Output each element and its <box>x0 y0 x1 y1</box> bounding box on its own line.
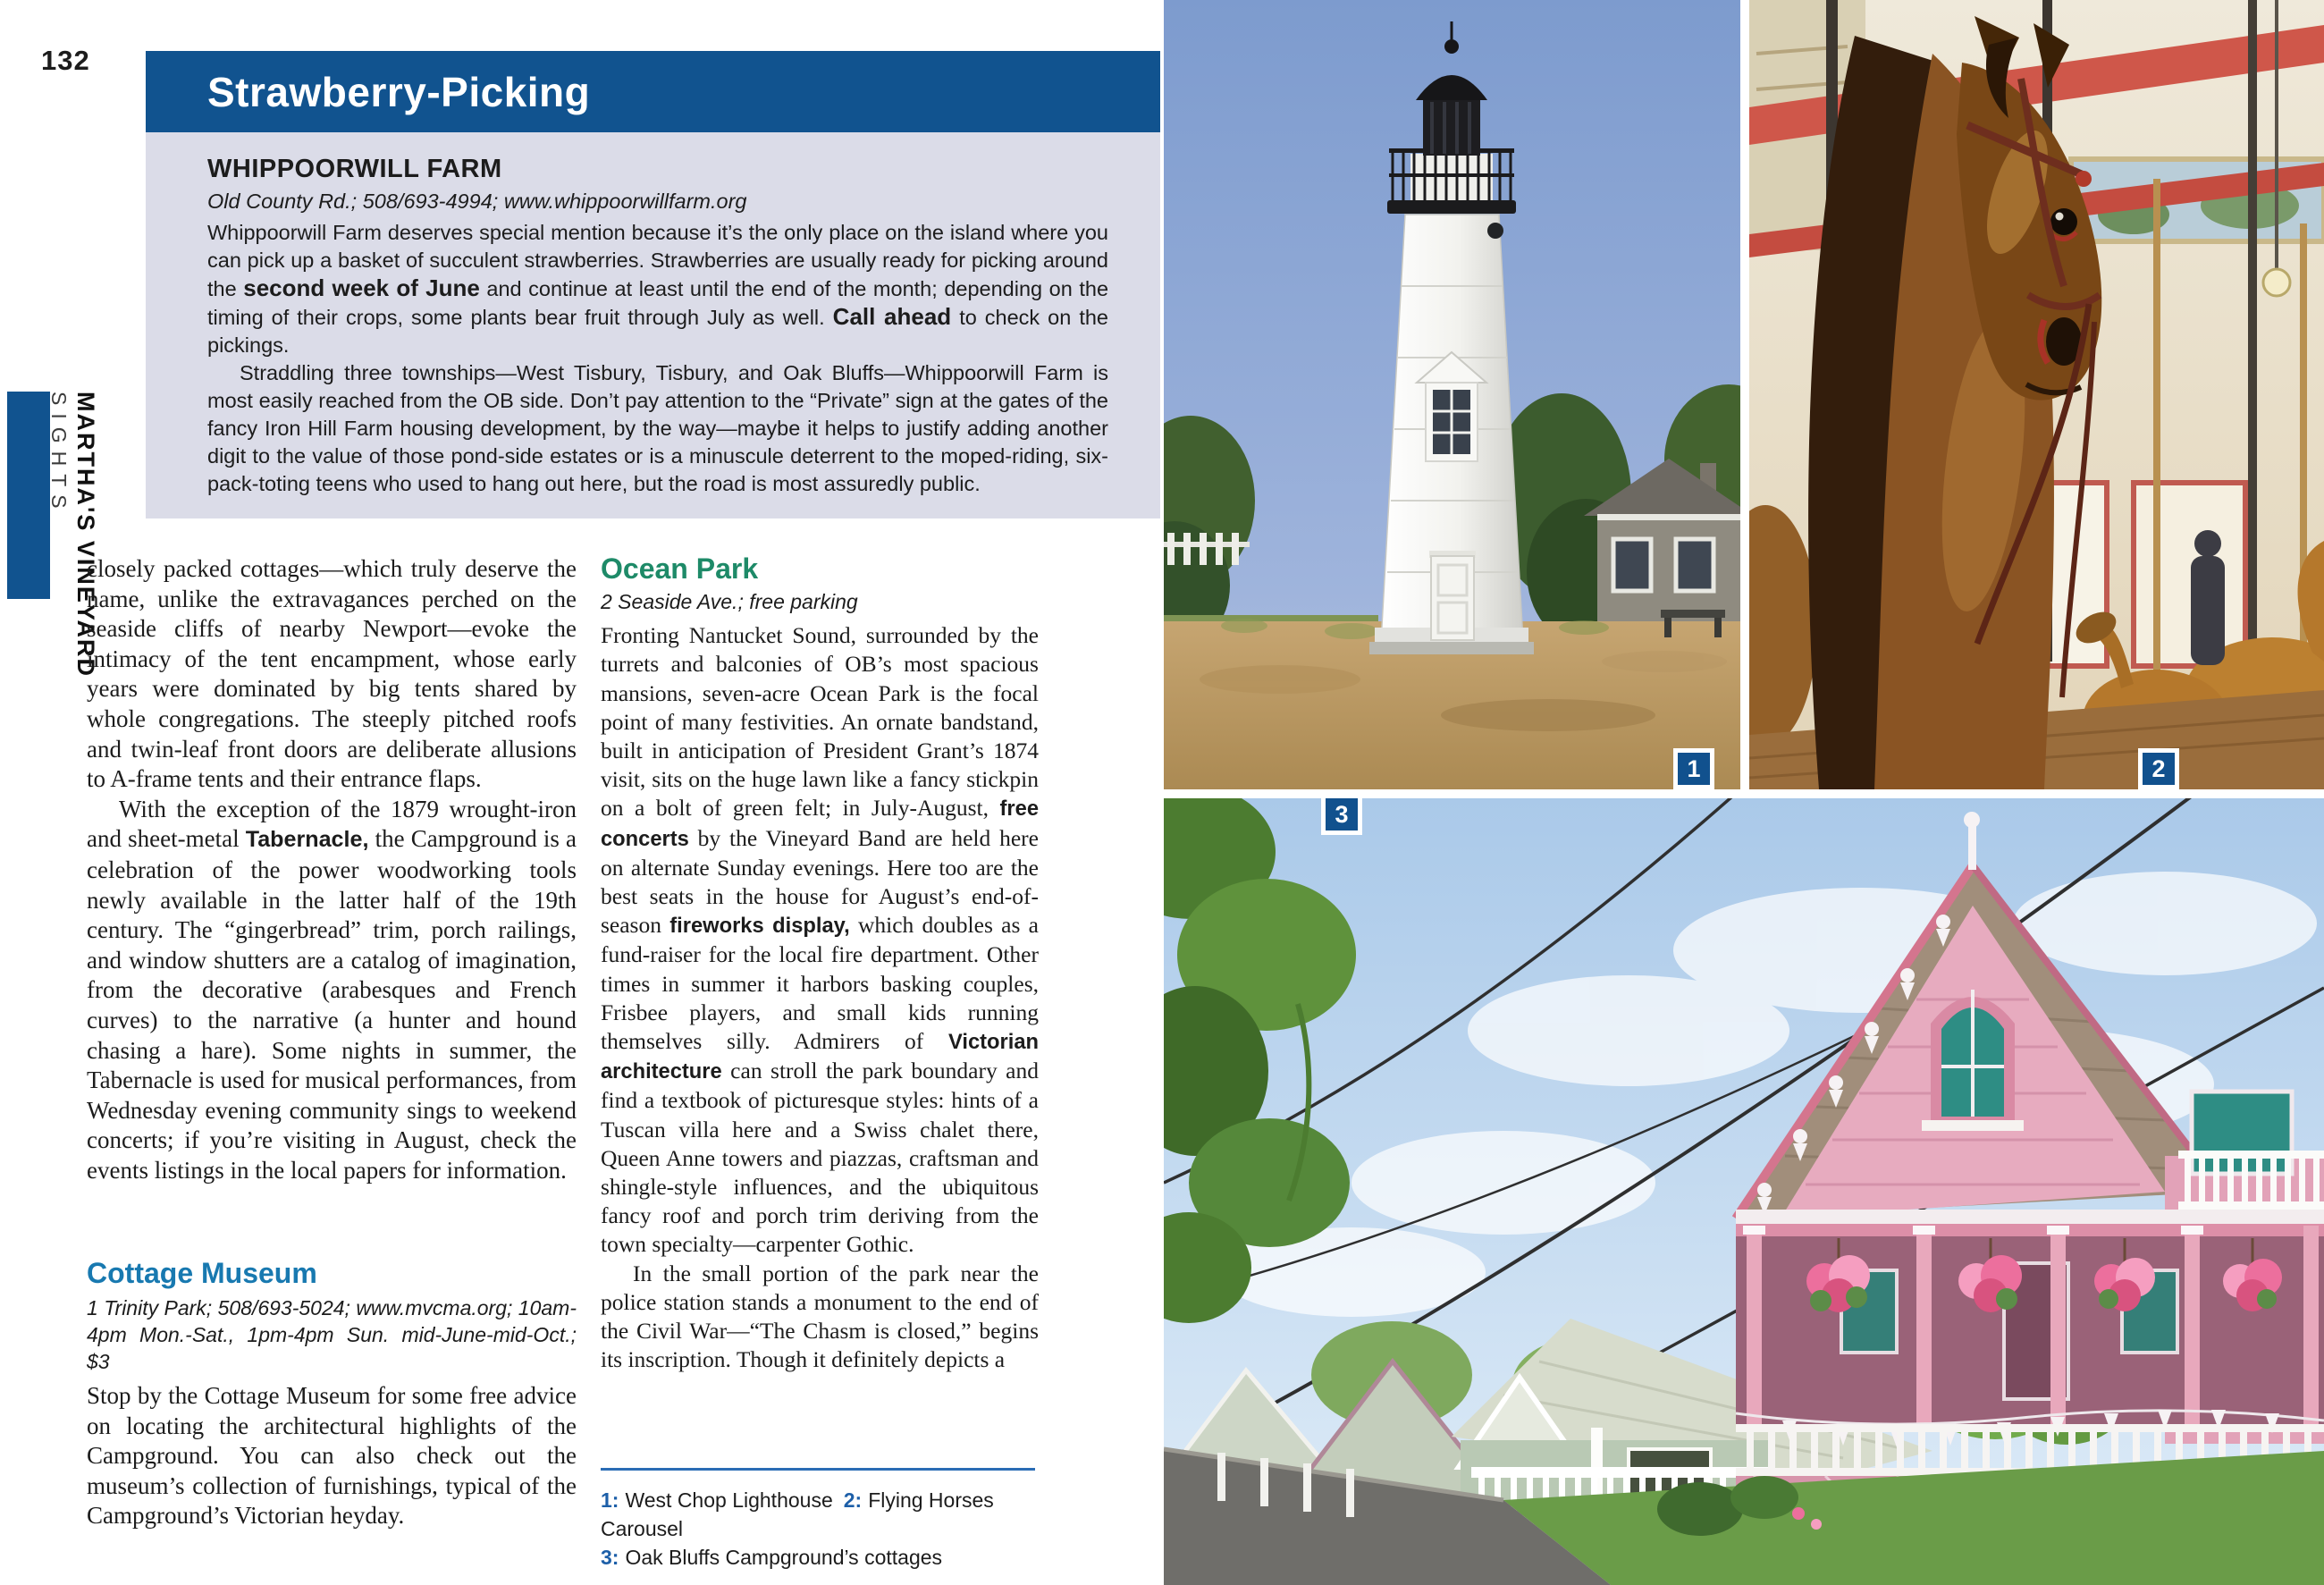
body-paragraph: Fronting Nantucket Sound, surrounded by the turrets and balconies of OB’s most spacious mansions, seven-acre Ocean Park is the focal point of many festivities. An ornate bandstand, built in anticipation of President Grant’s 1874 visit, sits on the huge lawn like a fancy stickpin on a bolt of green felt; in July-August, free concerts by the Vineyard Band are held here on alternate Sunday evenings. Here too are the best seats in the house for August’s end-of-season fireworks display, which doubles as a fund-raiser for the local fire department. Other times in summer it harbors basking couples, Frisbee players, and small kids running themselves silly. Admirers of Victorian architecture can stroll the park boundary and find a textbook of picturesque styles: hints of a Tuscan villa here and a Swiss chalet there, Queen Anne towers and piazzas, craftsman and shingle-style influences, and the ubiquitous fancy roof and porch trim deriving from the town specialty—carpenter Gothic. <box>601 622 1039 1258</box>
feature-box <box>146 51 1160 518</box>
body-paragraph: Stop by the Cottage Museum for some free advice on locating the architectural highlights of the Campground. You can also check out the museum’s collection of furnishings, typical of the Campground’s Victorian heyday. <box>87 1382 577 1530</box>
feature-paragraph: Straddling three townships—West Tisbury, Tisbury, and Oak Bluffs—Whippoorwill Farm is most easily reached from the OB side. Don’t pay attention to the “Private” sign at the gates of the fancy Iron Hill Farm housing development, by the way—maybe it helps to justify adding another digit to the value of those pond-side estates or is a minuscule deterrent to the moped-riding, six-pack-toting teens who used to hang out here, but the road is most assuredly public. <box>207 361 1108 495</box>
body-column-left <box>87 554 577 1531</box>
flying-horses-carousel-photo <box>1749 0 2324 789</box>
feature-title-bar <box>146 51 1160 132</box>
caption-number: 3: <box>601 1546 619 1569</box>
chapter-color-bar <box>7 392 50 599</box>
photo-badge-3: 3 <box>1321 794 1362 835</box>
cottage-museum-heading: Cottage Museum <box>87 1257 317 1290</box>
rail-chapter-label: MARTHA'S VINEYARD <box>72 392 99 678</box>
ocean-park-info-line: 2 Seaside Ave.; free parking <box>601 590 858 614</box>
cottage-museum-info-line: 1 Trinity Park; 508/693-5024; www.mvcma.org; 10am-4pm Mon.-Sat., 1pm-4pm Sun. mid-June-mid-Oct.; $3 <box>87 1296 577 1374</box>
ocean-park-heading: Ocean Park <box>601 552 759 585</box>
photo-badge-2: 2 <box>2138 748 2179 789</box>
feature-box-body <box>146 132 1160 518</box>
body-paragraph: closely packed cottages—which truly deserve the name, unlike the extravagances perched on the seaside cliffs of nearby Newport—evoke the intimacy of the tent encampment, whose early years were dominated by big tents shared by whole congregations. The steeply pitched roofs and twin-leaf front doors are deliberate allusions to A-frame tents and their entrance flaps. <box>87 555 577 793</box>
caption-label: Oak Bluffs Campground’s cottages <box>625 1546 943 1569</box>
caption-line <box>601 1486 1035 1543</box>
feature-title: Strawberry-Picking <box>207 68 591 115</box>
caption-line <box>601 1543 1035 1572</box>
photo-badge-1: 1 <box>1673 748 1714 789</box>
feature-paragraph: Whippoorwill Farm deserves special mention because it’s the only place on the island where you can pick up a basket of succulent strawberries. Strawberries are usually ready for picking around the second week of June and continue at least until the end of the month; depending on the timing of their crops, some plants bear fruit through July as well. Call ahead to check on the pickings. <box>207 221 1109 357</box>
body-paragraph: With the exception of the 1879 wrought-iron and sheet-metal Tabernacle, the Campground is a celebration of the power woodworking tools newly available in the latter half of the 19th century. The “gingerbread” trim, porch railings, and window shutters are a catalog of imagination, from the decorative (arabesques and French curves) to the narrative (a hunter and hound chasing a hare). Some nights in summer, the Tabernacle is used for musical performances, from Wednesday evening community sings to weekend concerts; if you’re visiting in August, check the events listings in the local papers for information. <box>87 795 577 1184</box>
caption-number: 1: <box>601 1488 619 1512</box>
feature-info-line: Old County Rd.; 508/693-4994; www.whippoorwillfarm.org <box>207 190 747 213</box>
tower-door <box>1429 551 1476 640</box>
caption-label: West Chop Lighthouse <box>625 1488 833 1512</box>
west-chop-lighthouse-photo <box>1164 0 1740 789</box>
feature-heading: WHIPPOORWILL FARM <box>207 155 502 183</box>
body-column-right <box>601 554 1039 1374</box>
oak-bluffs-cottages-photo <box>1164 798 2324 1585</box>
caption-number: 2: <box>843 1488 863 1512</box>
body-paragraph: In the small portion of the park near the police station stands a monument to the end of the Civil War—“The Chasm is closed,” begins its inscription. Though it definitely depicts a <box>601 1260 1039 1373</box>
rail-section-label: SIGHTS <box>47 392 71 517</box>
page-number: 132 <box>41 45 90 76</box>
caption-label: Flying Horses Carousel <box>601 1488 994 1540</box>
photo-caption-block <box>601 1468 1035 1572</box>
